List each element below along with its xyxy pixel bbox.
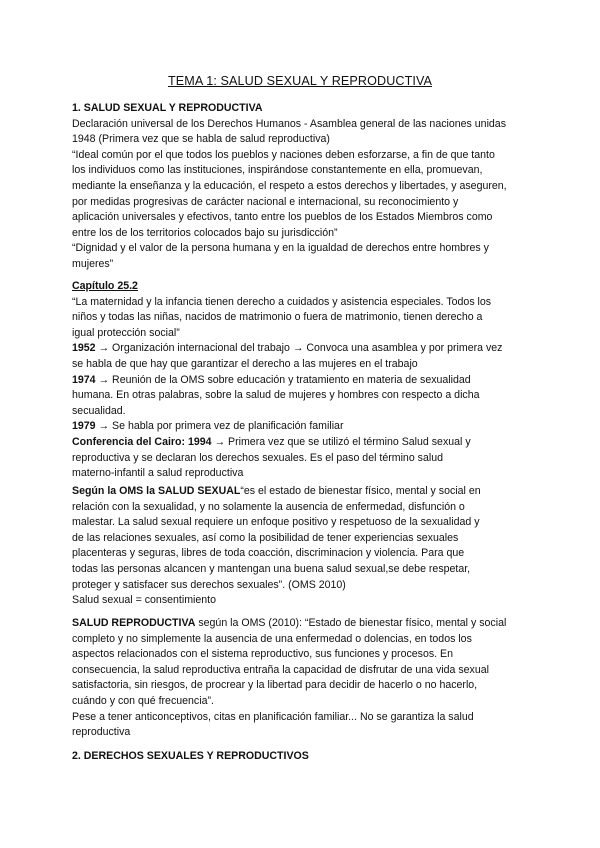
repro-first-line <box>72 616 532 632</box>
text-line: aplicación universales y efectivos, tanto entre los pueblos de los Estados Miembros como <box>72 211 493 224</box>
section-2 <box>72 749 532 765</box>
text-line: humana. En otras palabras, sobre la salud de mujeres y hombres con respecto a dicha <box>72 389 480 402</box>
text-line: Salud sexual = consentimiento <box>72 594 216 607</box>
text-line: aspectos relacionados con el sistema reproductivo, sus funciones y procesos. En <box>72 648 453 661</box>
text-line: todas las personas alcancen y mantengan una buena salud sexual,se debe respetar, <box>72 562 471 575</box>
text-line: materno-infantil a salud reproductiva <box>72 467 244 480</box>
text-line: por medidas progresivas de carácter nacional e internacional, su reconocimiento y <box>72 195 459 208</box>
text-line: relación con la sexualidad, y no solamente la ausencia de enfermedad, disfunción o <box>72 500 465 513</box>
text-line: cuándo y con qué frecuencia”. <box>72 694 214 707</box>
text-line: reproductiva y se declaran los derechos sexuales. Es el paso del término salud <box>72 451 443 464</box>
year-1952-text: → Organización internacional del trabajo → Convoca una asamblea y por primera vez <box>95 342 503 355</box>
repro-text: según la OMS (2010): “Estado de bienestar físico, mental y social <box>195 617 507 629</box>
text-line: Pese a tener anticonceptivos, citas en planificación familiar... No se garantiza la salud <box>72 710 474 723</box>
year-1974-label: 1974 <box>72 373 96 386</box>
text-line: secualidad. <box>72 404 126 417</box>
oms-label: Según la OMS la SALUD SEXUAL <box>72 485 241 497</box>
text-line: igual protección social” <box>72 326 180 339</box>
text-line: satisfactoria, sin riesgos, de procrear y la libertad para decidir de hacerlo o no hacerlo, <box>72 679 478 692</box>
chapter-heading: Capítulo 25.2 <box>72 280 138 292</box>
text-line: proteger y satisfacer sus derechos sexuales”. (OMS 2010) <box>72 578 346 591</box>
text-line: mujeres” <box>72 257 114 270</box>
text-line: entre los de los territorios colocados bajo su jurisdicción” <box>72 226 338 239</box>
section-1-heading: 1. SALUD SEXUAL Y REPRODUCTIVA <box>72 102 263 114</box>
year-1974-text: → Reunión de la OMS sobre educación y tratamiento en materia de sexualidad <box>95 373 471 386</box>
cairo-label: Conferencia del Cairo: 1994 <box>72 435 212 448</box>
text-line: “Ideal común por el que todos los pueblos y naciones deben esforzarse, a fin de que tanto <box>72 148 495 161</box>
text-line: placenteras y seguras, libres de toda coacción, discriminacion y violencia. Para que <box>72 547 465 560</box>
year-1952-label: 1952 <box>72 342 96 355</box>
text-line: reproductiva <box>72 726 131 739</box>
page-title: TEMA 1: SALUD SEXUAL Y REPRODUCTIVA <box>167 74 433 88</box>
text-line: consecuencia, la salud reproductiva entraña la capacidad de disfrutar de una vida sexual <box>72 663 489 676</box>
text-line: Declaración universal de los Derechos Humanos - Asamblea general de las naciones unidas <box>72 117 506 130</box>
text-line: completo y no simplemente la ausencia de una enfermedad o dolencias, en todos los <box>72 632 472 645</box>
text-line: malestar. La salud sexual requiere un enfoque positivo y respetuoso de la sexualidad y <box>72 516 480 529</box>
oms-section <box>72 484 532 609</box>
repro-label: SALUD REPRODUCTIVA <box>72 617 196 629</box>
oms-first-line <box>72 484 532 500</box>
year-1979-label: 1979 <box>72 420 96 433</box>
section-1 <box>72 101 532 273</box>
text-line: “La maternidad y la infancia tienen derecho a cuidados y asistencia especiales. Todos los <box>72 295 492 308</box>
section-2-heading: 2. DERECHOS SEXUALES Y REPRODUCTIVOS <box>72 750 309 762</box>
oms-text: “es el estado de bienestar físico, mental y social en <box>240 485 481 497</box>
chapter-section <box>72 279 532 482</box>
text-line: 1948 (Primera vez que se habla de salud reproductiva) <box>72 133 330 146</box>
text-line: los individuos como las instituciones, inspirándose constantemente en ella, promuevan, <box>72 164 483 177</box>
year-1974-line <box>72 373 532 389</box>
year-1979-text: → Se habla por primera vez de planificación familiar <box>95 420 344 433</box>
year-1952-line <box>72 341 532 357</box>
cairo-text: → Primera vez que se utilizó el término Salud sexual y <box>211 435 471 448</box>
year-1979-line <box>72 419 532 435</box>
text-line: se habla de que hay que garantizar el derecho a las mujeres en el trabajo <box>72 357 418 370</box>
cairo-line <box>72 435 532 451</box>
text-line: niños y todas las niñas, nacidos de matrimonio o fuera de matrimonio, tienen derecho a <box>72 311 483 324</box>
text-line: “Dignidad y el valor de la persona humana y en la igualdad de derechos entre hombres y <box>72 242 489 255</box>
repro-section <box>72 616 532 741</box>
text-line: de las relaciones sexuales, así como la posibilidad de tener experiencias sexuales <box>72 531 459 544</box>
text-line: mediante la enseñanza y la educación, el respeto a estos derechos y libertades, y aseguren, <box>72 179 507 192</box>
